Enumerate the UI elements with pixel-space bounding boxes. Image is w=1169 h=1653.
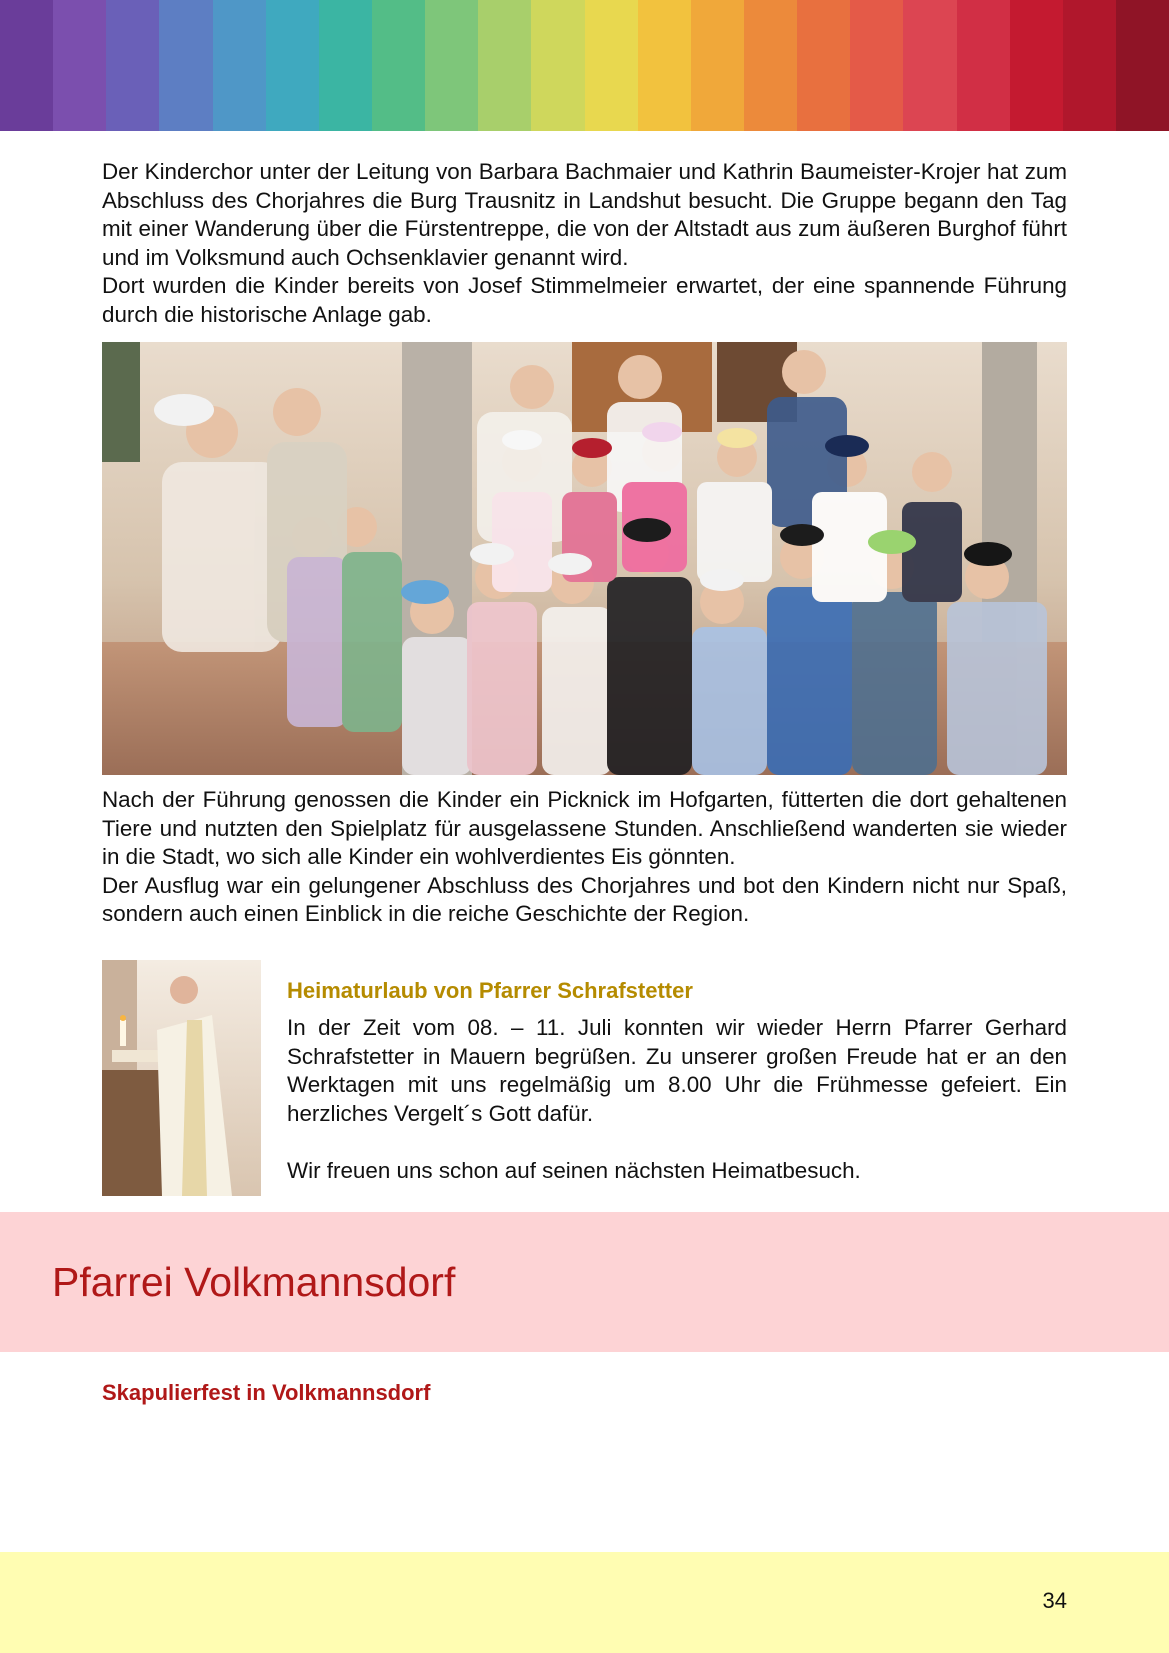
section-title: Pfarrei Volkmannsdorf [52,1259,456,1305]
rainbow-stripe [319,0,372,131]
heimaturlaub-heading: Heimaturlaub von Pfarrer Schrafstetter [287,978,693,1003]
rainbow-stripe [797,0,850,131]
rainbow-stripe [478,0,531,131]
rainbow-stripe [531,0,584,131]
after-photo-paragraph-1: Nach der Führung genossen die Kinder ein Picknick im Hofgarten, fütterten die dort gehaltenen Tiere und nutzten den Spielplatz für ausgelassene Stunden. Anschließend wanderten sie wieder in die Stadt, wo sich alle Kinder ein wohlverdientes Eis gönnten. [102,787,1067,870]
heimaturlaub-spacer [287,1128,1067,1157]
rainbow-stripe [159,0,212,131]
heimaturlaub-paragraph-1: In der Zeit vom 08. – 11. Juli konnten wir wieder Herrn Pfarrer Gerhard Schrafstetter in Mauern begrüßen. Zu unserer großen Freude hat er an den Werktagen mit uns regelmäßig um 8.00 Uhr die Frühmesse gefeiert. Ein herzliches Vergelt´s Gott dafür. [287,1015,1067,1126]
rainbow-stripe [744,0,797,131]
rainbow-stripe [425,0,478,131]
choir-group-photo [102,342,1067,775]
rainbow-stripe [903,0,956,131]
heimaturlaub-text [287,1014,1067,1186]
rainbow-stripe [266,0,319,131]
rainbow-stripe [372,0,425,131]
rainbow-stripe [213,0,266,131]
rainbow-stripe [638,0,691,131]
after-photo-paragraph-2: Der Ausflug war ein gelungener Abschluss des Chorjahres und bot den Kindern nicht nur Spaß, sondern auch einen Einblick in die reiche Geschichte der Region. [102,872,1067,927]
footer-band [0,1552,1169,1653]
intro-paragraph-1: Der Kinderchor unter der Leitung von Barbara Bachmaier und Kathrin Baumeister-Krojer hat zum Abschluss des Chorjahres die Burg Trausnitz in Landshut besucht. Die Gruppe begann den Tag mit einer Wanderung über die Fürstentreppe, die von der Altstadt aus zum äußeren Burghof führt und im Volksmund auch Ochsenklavier genannt wird. [102,159,1067,270]
rainbow-stripe [691,0,744,131]
rainbow-stripe [1116,0,1169,131]
rainbow-stripe [1063,0,1116,131]
rainbow-stripe [585,0,638,131]
rainbow-stripe [0,0,53,131]
heimaturlaub-paragraph-2: Wir freuen uns schon auf seinen nächsten Heimatbesuch. [287,1157,861,1183]
priest-photo [102,960,261,1196]
page-number: 34 [1042,1588,1067,1613]
intro-paragraph-2: Dort wurden die Kinder bereits von Josef Stimmelmeier erwartet, der eine spannende Führung durch die historische Anlage gab. [102,273,1067,327]
after-photo-text [102,786,1067,929]
skapulierfest-heading: Skapulierfest in Volkmannsdorf [102,1380,431,1405]
rainbow-stripe [957,0,1010,131]
rainbow-stripe [53,0,106,131]
intro-text [102,158,1067,330]
rainbow-stripe [106,0,159,131]
rainbow-stripe [850,0,903,131]
rainbow-header-bar [0,0,1169,131]
rainbow-stripe [1010,0,1063,131]
